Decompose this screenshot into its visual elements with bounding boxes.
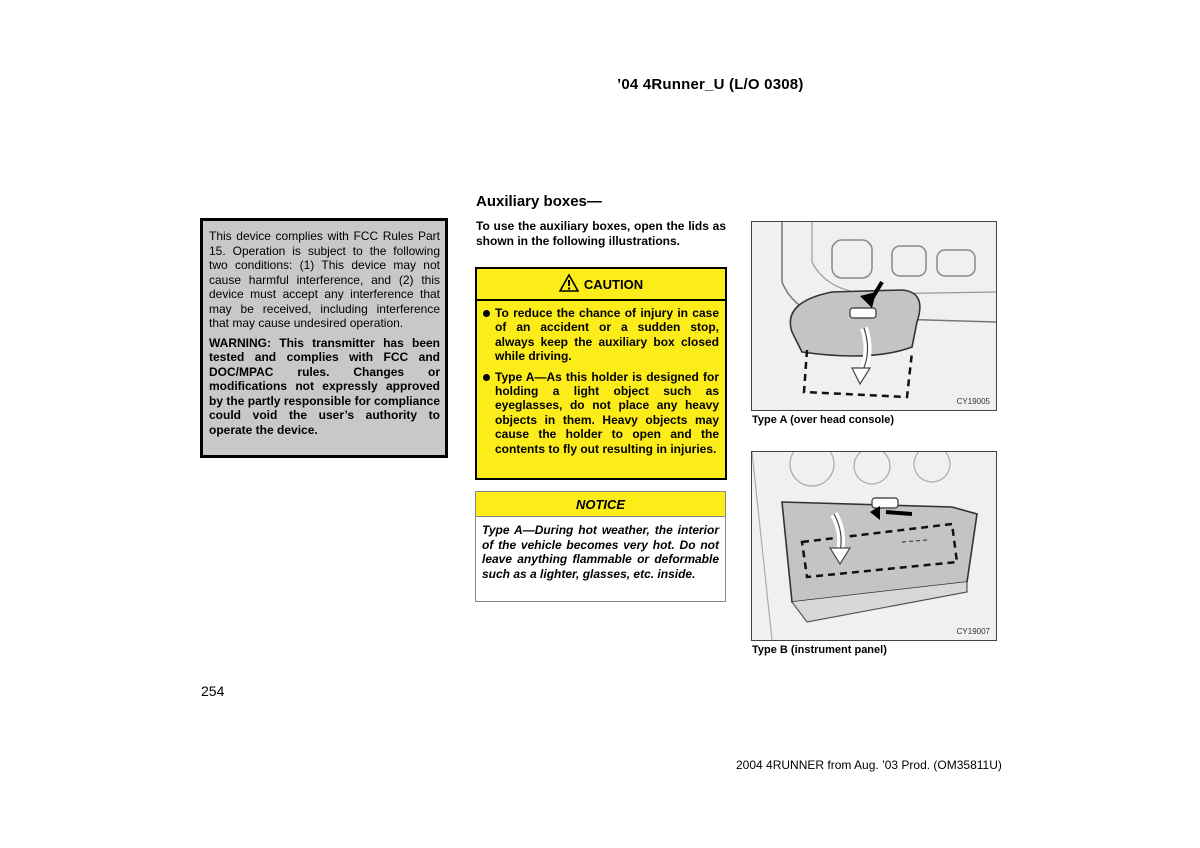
caution-box	[475, 267, 727, 480]
notice-box	[475, 491, 726, 602]
document-header: ’04 4Runner_U (L/O 0308)	[617, 76, 804, 93]
caution-bullet	[483, 370, 719, 456]
caution-bullet	[483, 306, 719, 364]
figure-caption: Type B (instrument panel)	[752, 644, 887, 656]
figure-caption: Type A (over head console)	[752, 414, 895, 426]
page-number: 254	[201, 683, 225, 699]
caution-bullet-text: Type A—As this holder is designed for holding a light object such as eyeglasses, do not place any heavy objects in them. Heavy objects may cause the holder to open and the contents to fly out resulting in injuries.	[495, 369, 719, 456]
figure-overhead-console	[751, 221, 997, 411]
fcc-paragraph: This device complies with FCC Rules Part 15. Operation is subject to the following two conditions: (1) This device may not cause harmful interference, and (2) this device must accept any interference that may be received, including interference that may cause undesired operation.	[209, 229, 440, 330]
document-footer: 2004 4RUNNER from Aug. ’03 Prod. (OM35811U)	[736, 758, 1002, 772]
figure-code: CY19007	[956, 627, 990, 636]
intro-text: To use the auxiliary boxes, open the lids as shown in the following illustrations.	[476, 219, 726, 248]
notice-header: NOTICE	[476, 492, 725, 517]
instrument-panel-illustration	[752, 452, 996, 640]
caution-title: CAUTION	[583, 276, 644, 292]
figure-code: CY19005	[956, 397, 990, 406]
section-title: Auxiliary boxes—	[476, 193, 602, 210]
bullet-icon	[483, 310, 490, 317]
figure-instrument-panel	[751, 451, 997, 641]
caution-header	[477, 269, 725, 301]
warning-triangle-icon	[559, 274, 579, 295]
bullet-icon	[483, 374, 490, 381]
fcc-warning: WARNING: This transmitter has been tested and complies with FCC and DOC/MPAC rules. Changes or modifications not expressly approved by the partly responsible for compliance could void the user’s authority to operate the device.	[209, 335, 440, 437]
caution-bullet-text: To reduce the chance of injury in case of an accident or a sudden stop, always keep the auxiliary box closed while driving.	[495, 306, 719, 364]
fcc-notice-box	[200, 218, 448, 458]
notice-text: Type A—During hot weather, the interior of the vehicle becomes very hot. Do not leave anything flammable or deformable such as a lighter, glasses, etc. inside.	[482, 523, 719, 581]
overhead-console-illustration	[752, 222, 996, 410]
